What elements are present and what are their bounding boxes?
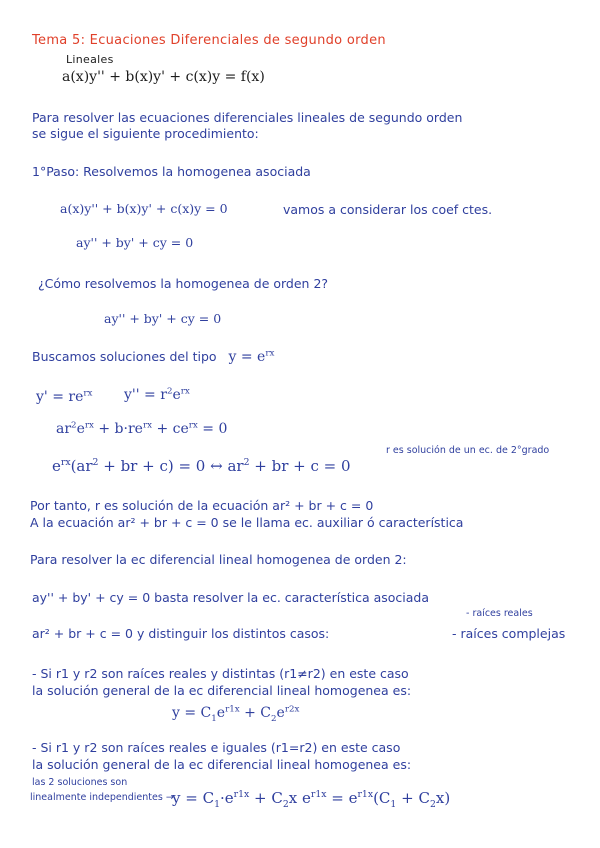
factored-note: r es solución de un ec. de 2°grado — [386, 445, 550, 456]
intro-line-2: se sigue el siguiente procedimiento: — [32, 126, 259, 141]
case2-line-2: la solución general de la ec diferencial lineal homogenea es: — [32, 757, 412, 772]
suffices-line: ay'' + by' + cy = 0 basta resolver la ec. característica asociada — [32, 590, 430, 605]
intro-line-1: Para resolver las ecuaciones diferenciales lineales de segundo orden — [32, 110, 463, 125]
roots-complex-label: - raíces complejas — [452, 626, 566, 641]
case2-line-1: - Si r1 y r2 son raíces reales e iguales (r1=r2) en este caso — [32, 740, 401, 755]
question: ¿Cómo resolvemos la homogenea de orden 2? — [38, 276, 329, 291]
conclusion-line-1: Por tanto, r es solución de la ecuación ar² + br + c = 0 — [30, 498, 374, 513]
conclusion-line-2: A la ecuación ar² + br + c = 0 se le llama ec. auxiliar ó característica — [30, 515, 464, 530]
case2-note-1: las 2 soluciones son — [32, 777, 128, 788]
homogeneous-note: vamos a considerar los coef ctes. — [283, 202, 493, 217]
factored-equation: $e^{rx}(ar^2$ + br + c) = 0 ↔ $ar^2$ + br + c = 0 — [52, 457, 351, 475]
search-text — [32, 350, 274, 365]
characteristic-equation-line: ar² + br + c = 0 y distinguir los distintos casos: — [32, 626, 330, 641]
second-derivative: $y'' = r^2e^{rx}$ — [124, 386, 190, 403]
homogeneous-equation: a(x)y'' + b(x)y' + c(x)y = 0 — [60, 201, 228, 216]
case2-note-2: linealmente independientes → — [30, 792, 174, 803]
case2-solution: $y = C_1\cdot e^{r1x} + C_2x$ $e^{r1x} = e^{r1x}(C_1 + C_2x)$ — [172, 789, 451, 810]
search-label: Buscamos soluciones del tipo — [32, 349, 217, 364]
constant-coef-equation-2: ay'' + by' + cy = 0 — [104, 311, 222, 326]
case1-solution: $y = C_1e^{r1x} + C_2e^{r2x}$ — [172, 704, 300, 724]
subtitle: Lineales — [66, 53, 114, 66]
roots-real-label: - raíces reales — [466, 608, 533, 619]
first-derivative: $y' = re^{rx}$ — [36, 388, 93, 405]
search-form: $y = e^{rx}$ — [228, 348, 275, 365]
step1-heading: 1°Paso: Resolvemos la homogenea asociada — [32, 164, 311, 179]
substitution-equation: $ar^2e^{rx} + b\cdot re^{rx} + ce^{rx} = 0$ — [56, 420, 228, 437]
page-title: Tema 5: Ecuaciones Diferenciales de segundo orden — [32, 33, 386, 48]
summary-heading: Para resolver la ec diferencial lineal homogenea de orden 2: — [30, 552, 407, 567]
case1-line-1: - Si r1 y r2 son raíces reales y distintas (r1≠r2) en este caso — [32, 666, 409, 681]
general-form-equation: a(x)y'' + b(x)y' + c(x)y = f(x) — [62, 69, 265, 85]
case1-line-2: la solución general de la ec diferencial lineal homogenea es: — [32, 683, 412, 698]
constant-coef-equation: ay'' + by' + cy = 0 — [76, 235, 194, 250]
